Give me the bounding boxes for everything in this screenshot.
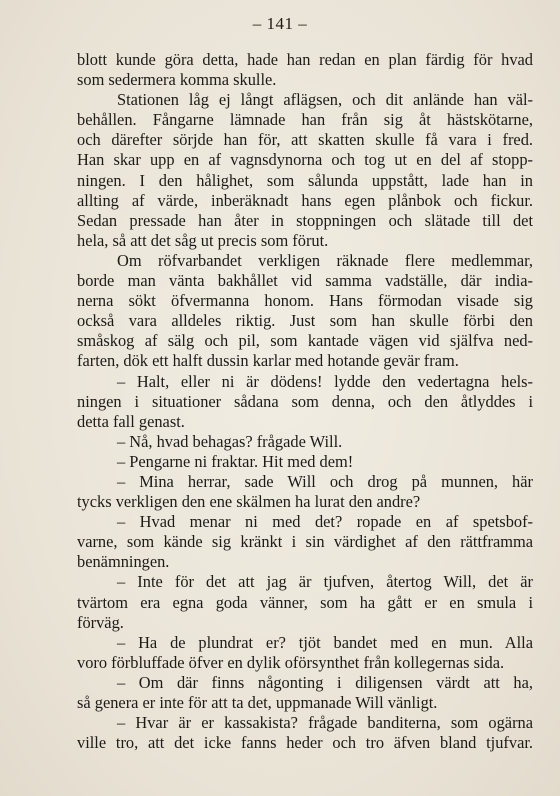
text-line: Stationen låg ej långt aflägsen, och dit anlände han väl- [117,90,533,110]
text-line: Han skar upp en af vagnsdynorna och tog ut en del af stopp- [77,150,533,170]
text-line: detta fall genast. [77,411,185,431]
text-line: benämningen. [77,552,170,572]
text-line: förväg. [77,612,124,632]
text-line: – Mina herrar, sade Will och drog på munnen, här [117,471,533,491]
text-line: – Nå, hvad behagas? frågade Will. [117,431,343,451]
text-line: – Inte för det att jag är tjufven, återtog Will, det är [117,572,533,592]
text-line: så genera er inte för att ta det, uppmanade Will vänligt. [77,693,438,712]
text-line: tvärtom era egna goda vänner, som ha gått er en smula i [77,592,533,612]
text-line: ningen i situationer sådana som denna, och den åtlyddes i [77,391,533,411]
text-line: och därefter sörjde han för, att skatten skulle få vara i fred. [77,130,533,150]
text-line: borde man vänta bakhållet vid samma vadställe, där india- [77,271,533,291]
text-line: tycks verkligen den ene skälmen ha lurat den andre? [77,492,421,512]
body-text [77,50,533,753]
text-line: – Ha de plundrat er? tjöt bandet med en mun. Alla [117,632,533,652]
text-line: – Halt, eller ni är dödens! lydde den vedertagna hels- [117,371,533,391]
text-line: blott kunde göra detta, hade han redan en plan färdig för hvad [77,50,533,69]
text-line: småskog af sälg och pil, som kantade vägen vid själfva ned- [77,331,533,351]
text-line: varne, som kände sig kränkt i sin värdighet af den rättframma [77,532,533,552]
text-line: som sedermera komma skulle. [77,70,277,90]
text-line: voro förbluffade öfver en dylik oförsynthet från kollegernas sida. [77,652,505,672]
text-line: också vara alldeles riktig. Just som han skulle förbi den [77,311,533,331]
text-line: – Hvad menar ni med det? ropade en af spetsbof- [117,512,533,532]
text-line: allting af värde, inberäknadt hans egen plånbok och fickur. [77,190,533,210]
text-line: – Pengarne ni fraktar. Hit med dem! [117,451,354,471]
text-line: Om röfvarbandet verkligen räknade flere medlemmar, [117,250,533,270]
text-line: nerna sökt öfvermanna honom. Hans förmodan visade sig [77,291,533,311]
text-line: ningen. I den hålighet, som sålunda uppstått, lade han in [77,170,533,190]
text-line: – Hvar är er kassakista? frågade banditerna, som ogärna [117,713,533,733]
text-line: Sedan pressade han åter in stoppningen och slätade till det [77,210,533,230]
text-line: – Om där finns någonting i diligensen värdt att ha, [117,672,533,692]
text-line: ville tro, att det icke fanns heder och tro äfven bland tjufvar. [77,733,533,753]
text-line: farten, dök ett halft dussin karlar med hotande gevär fram. [77,351,459,371]
text-line: behållen. Fångarne lämnade han från sig åt hästskötarne, [77,110,533,130]
text-line: hela, så att det såg ut precis som förut. [77,230,329,250]
page-number: – 141 – [252,14,308,33]
